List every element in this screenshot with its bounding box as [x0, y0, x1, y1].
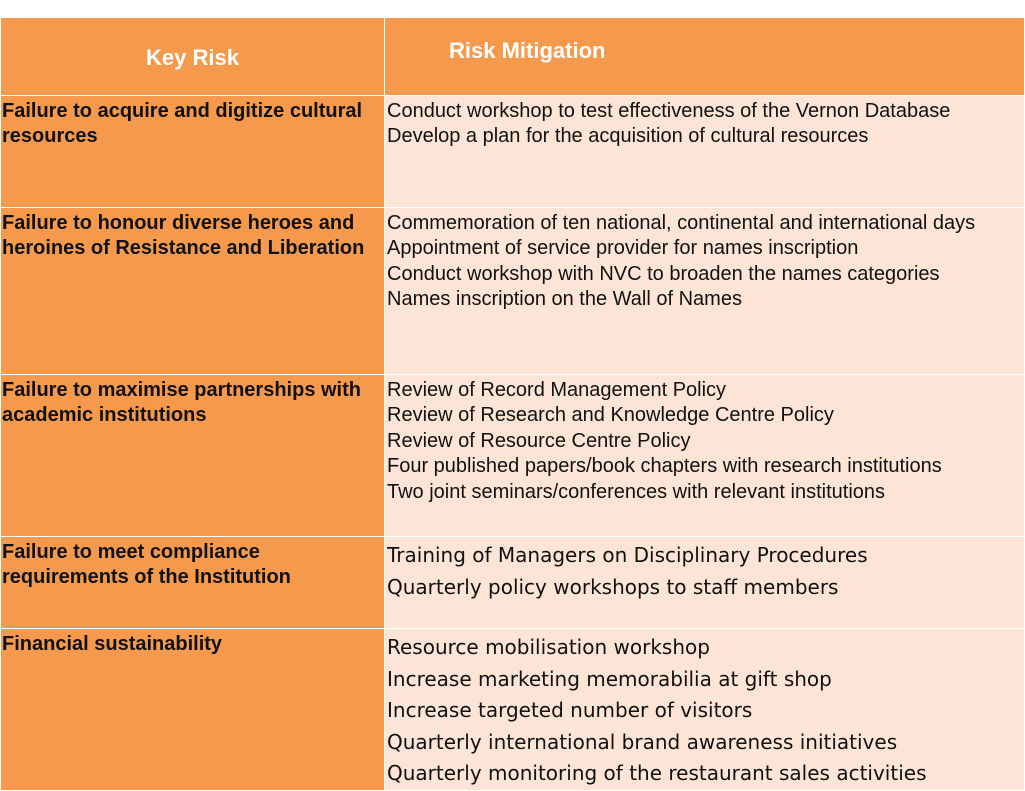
key-risk-cell: Failure to acquire and digitize cultural resources	[1, 96, 385, 208]
mitigation-item: Increase marketing memorabilia at gift shop	[387, 666, 832, 691]
mitigation-item: Review of Resource Centre Policy	[387, 429, 691, 452]
mitigation-item: Resource mobilisation workshop	[387, 635, 710, 659]
key-risk-cell: Failure to maximise partnerships with academic institutions	[1, 375, 385, 537]
header-risk-mitigation: Risk Mitigation	[385, 18, 1025, 96]
table-header-row	[1, 18, 1025, 96]
mitigation-item: Quarterly policy workshops to staff members	[387, 574, 839, 599]
mitigation-item: Two joint seminars/conferences with relevant institutions	[387, 480, 886, 503]
mitigation-cell	[385, 208, 1025, 375]
table-row	[1, 208, 1025, 375]
mitigation-item: Review of Research and Knowledge Centre Policy	[387, 404, 834, 427]
mitigation-item: Training of Managers on Disciplinary Procedures	[387, 543, 868, 567]
mitigation-cell	[385, 96, 1025, 208]
mitigation-item: Four published papers/book chapters with research institutions	[387, 455, 942, 478]
table-row	[1, 537, 1025, 629]
key-risk-cell: Financial sustainability	[1, 629, 385, 791]
mitigation-item: Appointment of service provider for names inscription	[387, 237, 859, 260]
key-risk-cell: Failure to meet compliance requirements of the Institution	[1, 537, 385, 629]
mitigation-item: Quarterly international brand awareness initiatives	[387, 729, 898, 754]
mitigation-item: Develop a plan for the acquisition of cultural resources	[387, 125, 869, 148]
mitigation-item: Commemoration of ten national, continental and international days	[387, 212, 976, 234]
mitigation-item: Review of Record Management Policy	[387, 379, 727, 401]
mitigation-item: Quarterly monitoring of the restaurant sales activities	[387, 761, 927, 785]
table-row	[1, 96, 1025, 208]
mitigation-item: Increase targeted number of visitors	[387, 698, 753, 722]
mitigation-item: Conduct workshop with NVC to broaden the names categories	[387, 262, 940, 285]
header-key-risk: Key Risk	[1, 18, 385, 96]
mitigation-cell	[385, 537, 1025, 629]
mitigation-item: Names inscription on the Wall of Names	[387, 288, 742, 311]
mitigation-cell	[385, 375, 1025, 537]
mitigation-cell	[385, 629, 1025, 791]
mitigation-item: Conduct workshop to test effectiveness of the Vernon Database	[387, 100, 951, 122]
key-risk-cell: Failure to honour diverse heroes and heroines of Resistance and Liberation	[1, 208, 385, 375]
risk-table	[0, 17, 1025, 791]
table-row	[1, 629, 1025, 791]
table-row	[1, 375, 1025, 537]
